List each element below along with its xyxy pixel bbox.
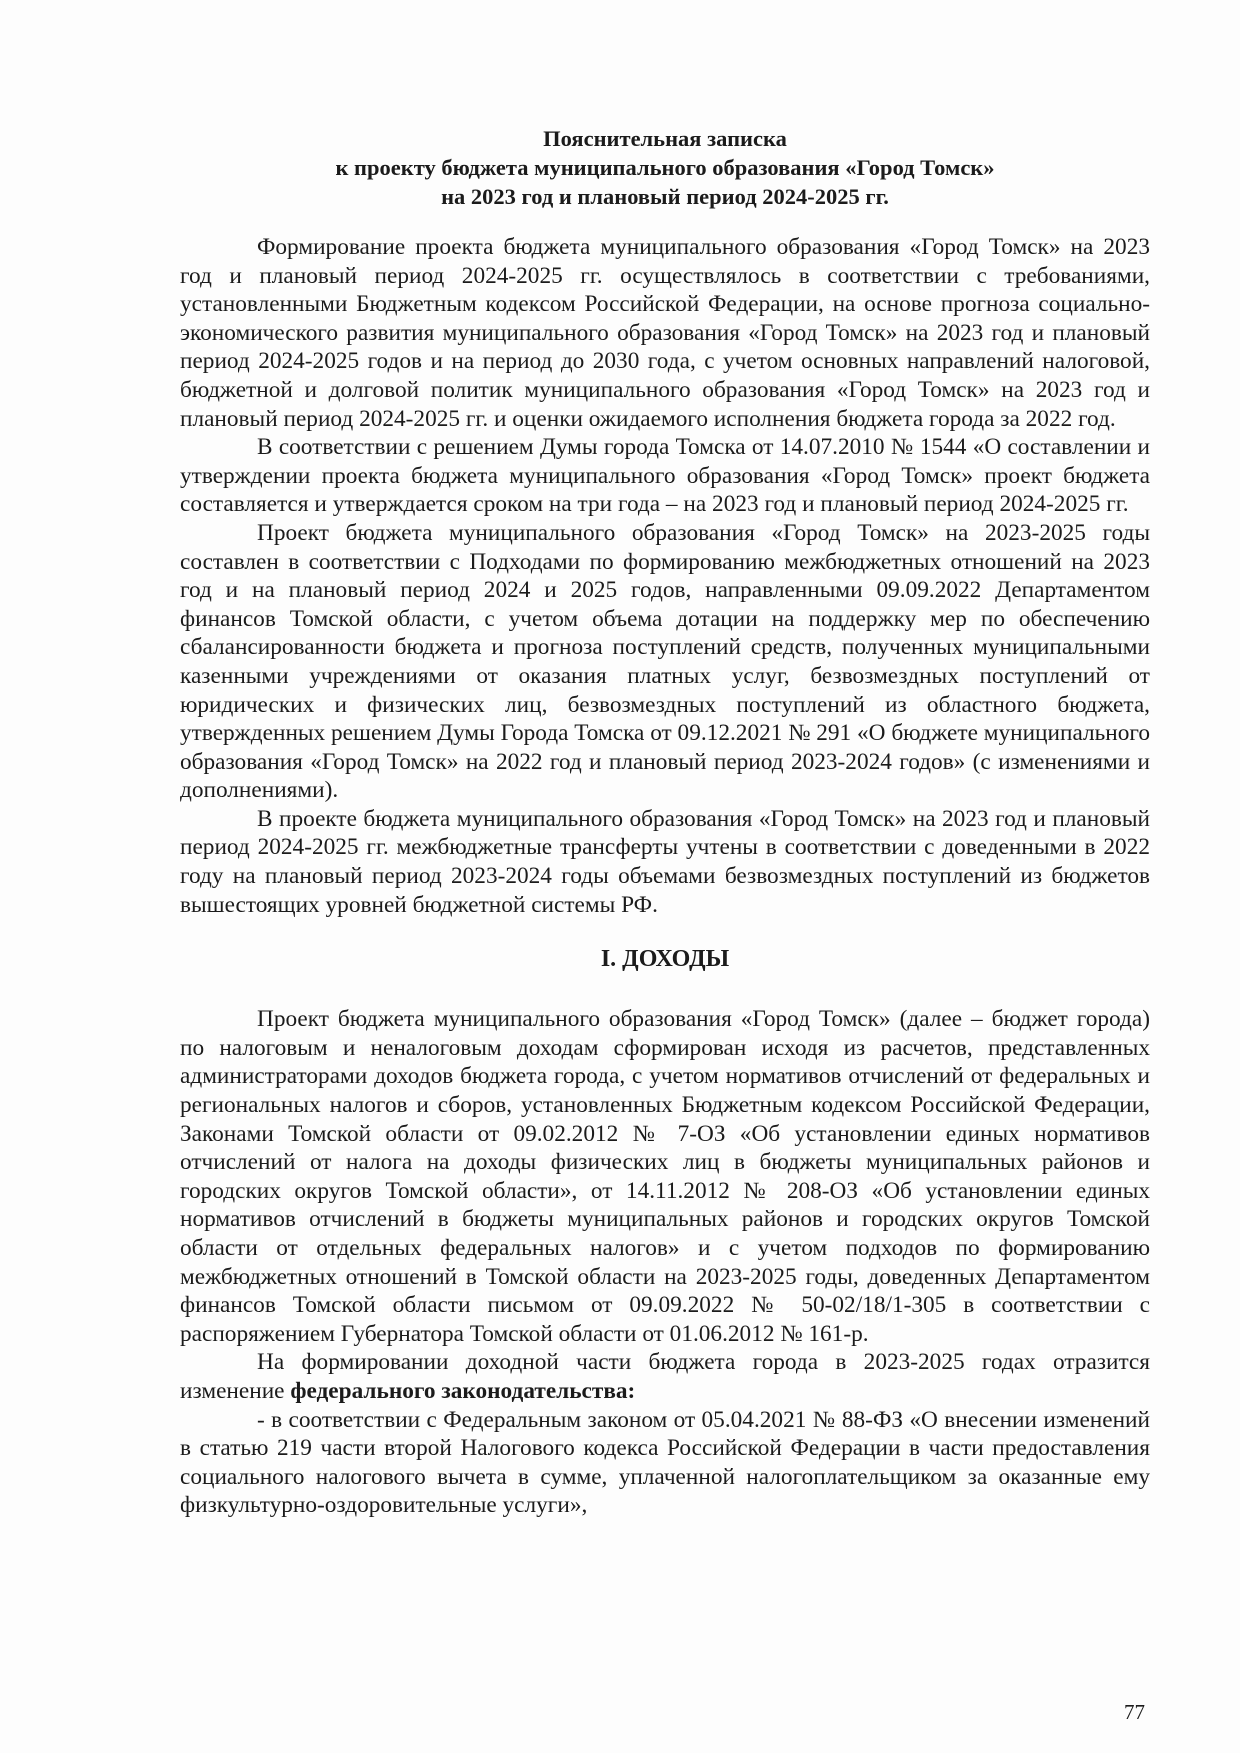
intro-paragraph-3: Проект бюджета муниципального образования «Город Томск» на 2023-2025 годы составлен в соответствии с Подходами по формированию межбюджетных отношений на 2023 год и на плановый период 2024 и 2025 годов, направленными 09.09.2022 Департаментом финансов Томской области, с учетом объема дотации на поддержку мер по обеспечению сбалансированности бюджета и прогноза поступлений средств, полученных муниципальными казенными учреждениями от оказания платных услуг, безвозмездных поступлений от юридических и физических лиц, безвозмездных поступлений из областного бюджета, утвержденных решением Думы Города Томска от 09.12.2021 № 291 «О бюджете муниципального образования «Город Томск» на 2022 год и плановый период 2023-2024 годов» (с изменениями и дополнениями).: [180, 519, 1150, 804]
intro-paragraph-1: Формирование проекта бюджета муниципального образования «Город Томск» на 2023 год и плановый период 2024-2025 гг. осуществлялось в соответствии с требованиями, установленными Бюджетным кодексом Российской Федерации, на основе прогноза социально-экономического развития муниципального образования «Город Томск» на 2023 год и плановый период 2024-2025 годов и на период до 2030 года, с учетом основных направлений налоговой, бюджетной и долговой политик муниципального образования «Город Томск» на 2023 год и плановый период 2024-2025 гг. и оценки ожидаемого исполнения бюджета города за 2022 год.: [180, 234, 1150, 432]
income-paragraph-1: Проект бюджета муниципального образования «Город Томск» (далее – бюджет города) по налоговым и неналоговым доходам сформирован исходя из расчетов, представленных администраторами доходов бюджета города, с учетом нормативов отчислений от федеральных и региональных налогов и сборов, установленных Бюджетным кодексом Российской Федерации, Законами Томской области от 09.02.2012 № 7-ОЗ «Об установлении единых нормативов отчислений от налога на доходы физических лиц в бюджеты муниципальных районов и городских округов Томской области», от 14.11.2012 № 208-ОЗ «Об установлении единых нормативов отчислений в бюджеты муниципальных районов и городских округов Томской области от отдельных федеральных налогов» и с учетом подходов по формированию межбюджетных отношений в Томской области на 2023-2025 годы, доведенных Департаментом финансов Томской области письмом от 09.09.2022 № 50-02/18/1-305 в соответствии с распоряжением Губернатора Томской области от 01.06.2012 № 161-р.: [180, 1006, 1150, 1347]
income-paragraph-2-text: На формировании доходной части бюджета города в 2023-2025 годах отразится изменение: [180, 1349, 1150, 1404]
section-heading-income: I. ДОХОДЫ: [600, 946, 730, 973]
intro-paragraph-2: В соответствии с решением Думы города Томска от 14.07.2010 № 1544 «О составлении и утверждении проекта бюджета муниципального образования «Город Томск» проект бюджета составляется и утверждается сроком на три года – на 2023 год и плановый период 2024-2025 гг.: [180, 434, 1150, 518]
income-paragraph-2: [180, 1348, 1150, 1405]
federal-legislation-bold: федерального законодательства:: [290, 1377, 636, 1404]
title-line-2: к проекту бюджета муниципального образования «Город Томск»: [335, 155, 995, 180]
title-line-1: Пояснительная записка: [543, 126, 787, 151]
document-body: [180, 233, 1150, 1520]
title-line-3: на 2023 год и плановый период 2024-2025 гг.: [441, 184, 889, 209]
document-title: [180, 124, 1150, 211]
page-number: 77: [1124, 1700, 1145, 1724]
income-paragraph-3: - в соответствии с Федеральным законом от 05.04.2021 № 88-ФЗ «О внесении изменений в статью 219 части второй Налогового кодекса Российской Федерации в части предоставления социального налогового вычета в сумме, уплаченной налогоплательщиком за оказанные ему физкультурно-оздоровительные услуги»,: [180, 1406, 1150, 1519]
intro-paragraph-4: В проекте бюджета муниципального образования «Город Томск» на 2023 год и плановый период 2024-2025 гг. межбюджетные трансферты учтены в соответствии с доведенными в 2022 году на плановый период 2023-2024 годы объемами безвозмездных поступлений из бюджетов вышестоящих уровней бюджетной системы РФ.: [180, 805, 1150, 918]
